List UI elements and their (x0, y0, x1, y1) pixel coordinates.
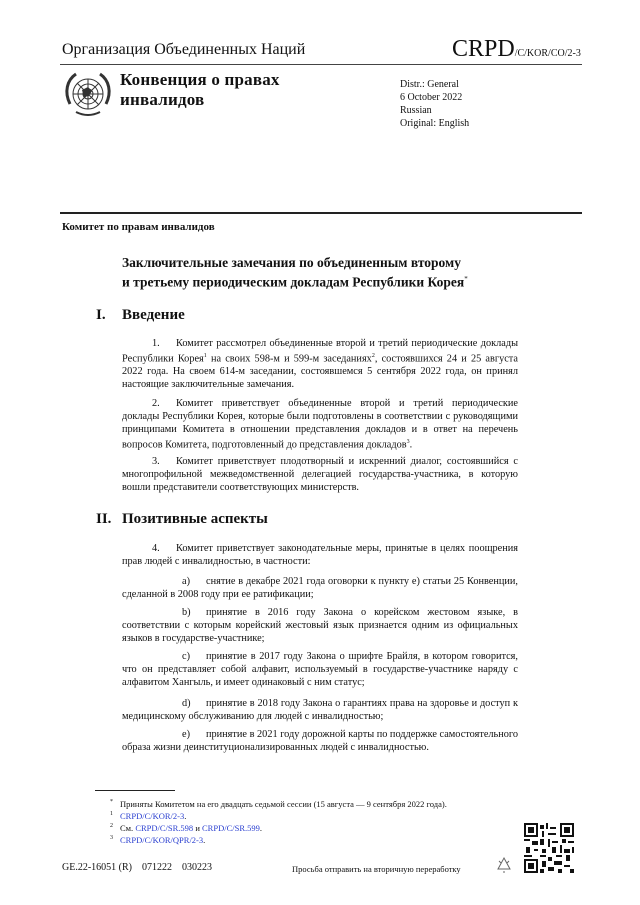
committee-name: Комитет по правам инвалидов (62, 221, 215, 233)
section-heading-introduction (96, 307, 185, 324)
distr: Distr.: General (400, 79, 459, 90)
recycle-note: Просьба отправить на вторичную переработку (292, 864, 461, 874)
footnote-star (110, 797, 447, 810)
section-number: I. (96, 307, 106, 323)
paragraph-text: Комитет приветствует законодательные меры, принятые в целях поощрения прав людей с инвалидностью, в частности: (122, 543, 518, 567)
item-letter: e) (182, 729, 190, 740)
footnote-text: См. (120, 822, 136, 833)
list-item-c (122, 650, 518, 689)
header-thick-rule (60, 212, 582, 214)
footnote-mark: 3 (110, 835, 113, 841)
language: Russian (400, 105, 432, 116)
paragraph-number: 2. (152, 398, 160, 409)
footnote-2 (110, 821, 262, 834)
list-item-a (122, 575, 518, 601)
symbol-suffix: /C/KOR/CO/2-3 (514, 48, 581, 59)
list-item-d (122, 697, 518, 723)
document-symbol (452, 36, 581, 63)
paragraph-text: Комитет рассмотрел объединенные второй и третий периодические доклады Республики Корея (122, 338, 518, 365)
footnote-link[interactable]: CRPD/C/SR.599 (202, 822, 260, 833)
item-text: принятие в 2018 году Закона о гарантиях права на здоровье и доступ к медицинскому обслуживанию для людей с инвалидностью; (122, 698, 518, 722)
convention-title-line1: Конвенция о правах (120, 70, 280, 89)
recycle-icon (494, 855, 514, 875)
document-title (122, 254, 522, 291)
title-line2-text: и третьему периодическим докладам Республики Корея (122, 274, 465, 290)
paragraph-4 (122, 542, 518, 568)
item-text: принятие в 2017 году Закона о шрифте Брайля, в котором говорится, что он представляет собой алфавит, используемый в государстве-участнике наряду с алфавитом Хангыль, и имеет одинаковый с ним статус; (122, 651, 518, 688)
paragraph-number: 1. (152, 338, 160, 349)
footnote-link[interactable]: CRPD/C/SR.598 (135, 822, 194, 833)
footnote-link[interactable]: CRPD/C/KOR/2-3 (120, 810, 185, 821)
item-text: снятие в декабре 2021 года оговорки к пункту e) статьи 25 Конвенции, сделанной в 2008 году при ее ратификации; (122, 576, 518, 600)
footnote-text: и (193, 822, 202, 833)
list-item-e (122, 728, 518, 754)
footnote-text: Приняты Комитетом на его двадцать седьмой сессии (15 августа — 9 сентября 2022 года). (120, 798, 447, 809)
footnote-text: . (184, 810, 187, 821)
footnote-rule (95, 790, 175, 791)
paragraph-number: 4. (152, 543, 160, 554)
item-text: принятие в 2021 году дорожной карты по поддержке самостоятельного образа жизни деинституционализированных людей с инвалидностью. (122, 729, 518, 753)
footnote-mark: 1 (110, 811, 113, 817)
date: 6 October 2022 (400, 92, 463, 103)
section-number: II. (96, 511, 112, 527)
footnote-mark: 2 (110, 823, 113, 829)
footnote-link[interactable]: CRPD/C/KOR/QPR/2-3 (120, 834, 204, 845)
organization-name: Организация Объединенных Наций (62, 41, 306, 58)
paragraph-text: , состоявшихся 24 и 25 августа 2022 года. На своем 614-м заседании, состоявшемся 5 сентября 2022 года, он принял настоящие заключительные замечания. (122, 353, 518, 391)
symbol-main: CRPD (452, 36, 515, 62)
section-title: Позитивные аспекты (122, 511, 268, 527)
item-letter: c) (182, 651, 190, 662)
paragraph-1 (122, 337, 518, 391)
title-line2 (122, 271, 522, 291)
convention-title (120, 70, 280, 110)
item-letter: a) (182, 576, 190, 587)
footnote-ref[interactable]: 2 (371, 353, 375, 359)
paragraph-text: Комитет приветствует плодотворный и искренний диалог, состоявшийся с многопрофильной межведомственной делегацией государства-участника, в которую вошли представители соответствующих министерств. (122, 456, 518, 493)
section-title: Введение (122, 307, 185, 323)
footnote-1 (110, 809, 186, 822)
list-item-b (122, 606, 518, 645)
item-letter: b) (182, 607, 191, 618)
header-rule (60, 64, 582, 65)
paragraph-number: 3. (152, 456, 160, 467)
paragraph-2 (122, 397, 518, 451)
distribution-info (400, 78, 469, 130)
footnote-text: . (259, 822, 262, 833)
paragraph-text: на своих 598-м и 599-м заседаниях (206, 353, 372, 365)
footnote-text: . (203, 834, 206, 845)
footnote-mark: * (110, 799, 113, 805)
title-line1: Заключительные замечания по объединенным второму (122, 255, 461, 270)
paragraph-3 (122, 455, 518, 494)
footnote-ref[interactable]: 3 (406, 439, 410, 445)
footnote-ref[interactable]: * (464, 275, 468, 283)
footnote-3 (110, 833, 205, 846)
qr-code-icon (524, 823, 574, 873)
convention-title-line2: инвалидов (120, 90, 205, 109)
item-letter: d) (182, 698, 191, 709)
document-number: GE.22-16051 (R) 071222 030223 (62, 862, 212, 873)
section-heading-positive-aspects (96, 511, 268, 528)
footnote-ref[interactable]: 1 (203, 353, 207, 359)
item-text: принятие в 2016 году Закона о корейском жестовом языке, в соответствии с которым корейский жестовый язык признается одним из официальных языков в государстве-участнике; (122, 607, 518, 644)
paragraph-text: . (409, 439, 413, 451)
original-language: Original: English (400, 118, 470, 129)
paragraph-text: Комитет приветствует объединенные второй и третий периодические доклады Республики Корея, которые были подготовлены в соответствии с руководящими принципами Комитета в отношении представления докладов и в ответ на перечень вопросов Комитета, подготовленный до представления докладов (122, 398, 518, 451)
un-emblem-icon (62, 68, 114, 120)
